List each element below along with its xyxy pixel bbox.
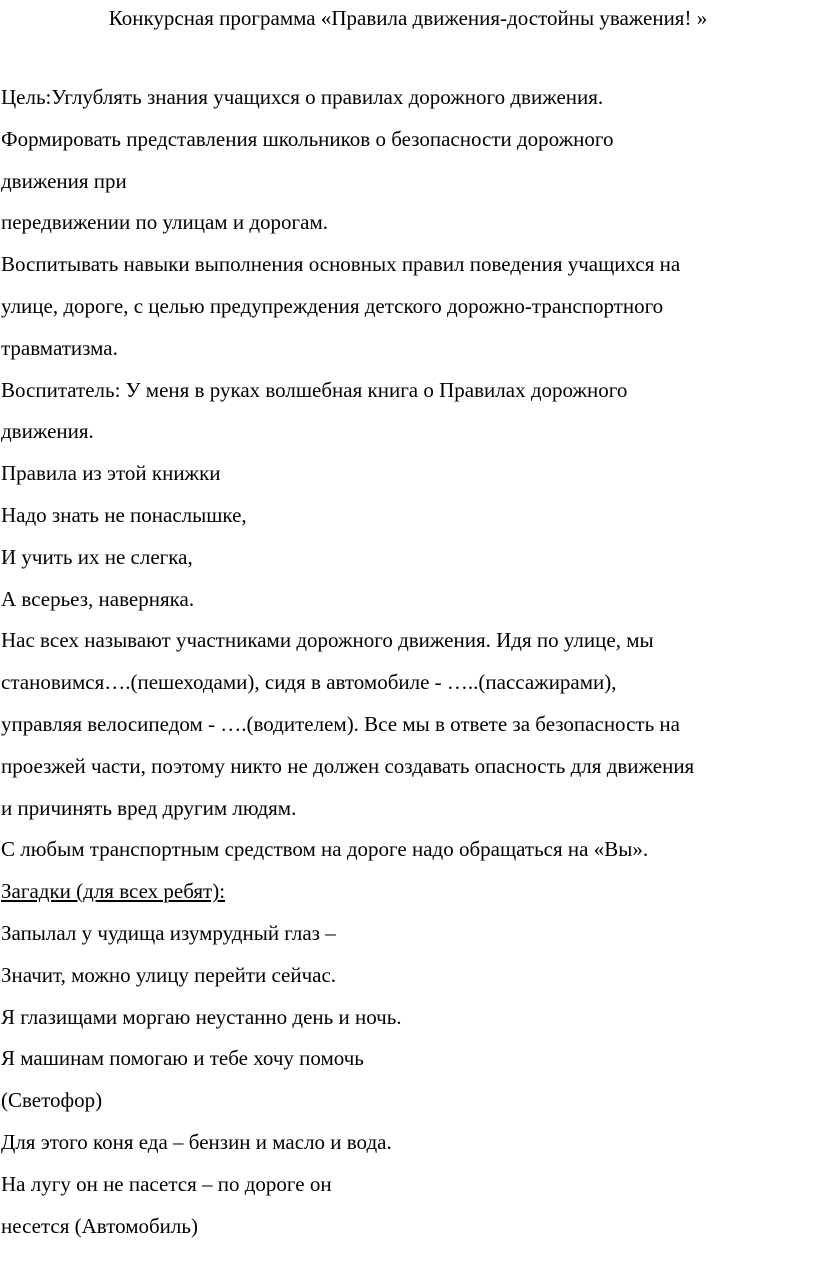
goal-line: травматизма. — [1, 335, 118, 360]
poem-line: Правила из этой книжки — [1, 461, 221, 486]
document-title: Конкурсная программа «Правила движения-достойны уважения! » — [108, 6, 708, 30]
riddle-line: Для этого коня еда – бензин и масло и вода. — [1, 1129, 392, 1154]
riddles-heading-text: Загадки (для всех ребят): — [1, 879, 226, 904]
goal-line: передвижении по улицам и дорогам. — [1, 210, 328, 235]
riddle-answer: несется (Автомобиль) — [1, 1213, 198, 1238]
paragraph-line: С любым транспортным средством на дороге надо обращаться на «Вы». — [1, 837, 649, 862]
poem-line: Надо знать не понаслышке, — [1, 502, 247, 527]
riddle-line: На лугу он не пасется – по дороге он — [1, 1171, 332, 1196]
document-body — [1, 82, 815, 1252]
riddle-answer: (Светофор) — [1, 1088, 103, 1113]
teacher-line: движения. — [1, 419, 94, 444]
paragraph-line: проезжей части, поэтому никто не должен создавать опасность для движения — [1, 753, 695, 778]
goal-line: движения при — [1, 168, 127, 193]
poem-line: А всерьез, наверняка. — [1, 586, 195, 611]
teacher-line: Воспитатель: У меня в руках волшебная книга о Правилах дорожного — [1, 377, 628, 402]
riddle-line: Я глазищами моргаю неустанно день и ночь. — [1, 1004, 402, 1029]
riddle-line: Запылал у чудища изумрудный глаз – — [1, 920, 336, 945]
goal-line: Воспитывать навыки выполнения основных правил поведения учащихся на — [1, 252, 681, 277]
paragraph-line: становимся….(пешеходами), сидя в автомобиле - …..(пассажирами), — [1, 670, 617, 695]
paragraph-line: и причинять вред другим людям. — [1, 795, 297, 820]
riddle-line: Значит, можно улицу перейти сейчас. — [1, 962, 337, 987]
paragraph-line: Нас всех называют участниками дорожного движения. Идя по улице, мы — [1, 628, 654, 653]
goal-line: улице, дороге, с целью предупреждения детского дорожно-транспортного — [1, 293, 664, 318]
paragraph-line: управляя велосипедом - ….(водителем). Все мы в ответе за безопасность на — [1, 711, 680, 736]
riddle-line: Я машинам помогаю и тебе хочу помочь — [1, 1046, 364, 1071]
poem-line: И учить их не слегка, — [1, 544, 193, 569]
goal-line: Цель:Углублять знания учащихся о правилах дорожного движения. — [1, 85, 604, 109]
goal-line: Формировать представления школьников о безопасности дорожного — [1, 126, 614, 151]
riddles-heading — [1, 876, 815, 918]
